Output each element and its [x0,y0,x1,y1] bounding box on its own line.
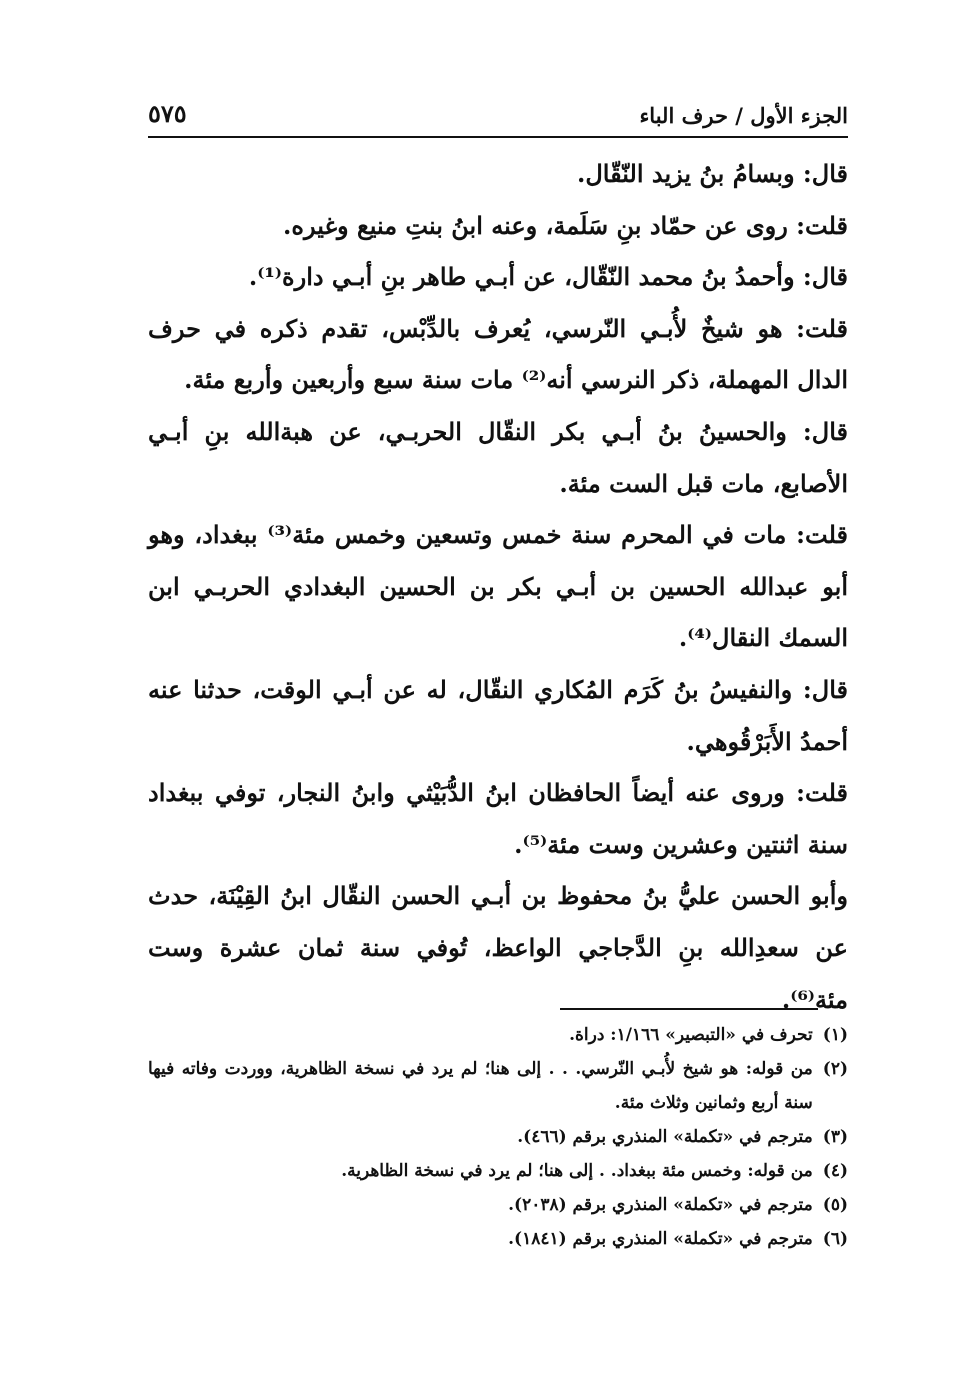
footnote-rule [560,1008,818,1010]
paragraph: قال: وأحمدُ بنُ محمد النّقّال، عن أبـي طاهر بنِ أبـي دارة⁽¹⁾. [248,262,848,292]
header-rule [148,136,848,138]
paragraph: قال: والنفيسُ بنُ كَرَم المُكاري النقّال، له عن أبـي الوقت، حدثنا عنه أحمدُ الأَبَرْقُوهي. [148,674,848,756]
footnote-text: مترجم في «تكملة» المنذري برقم (٤٦٦). [517,1127,813,1147]
footnote [148,1154,848,1188]
footnote-text: مترجم في «تكملة» المنذري برقم (٢٠٣٨). [508,1195,813,1215]
footnote [148,1188,848,1222]
footnote [148,1222,848,1256]
footnote-text: من قوله: هو شيخ لأُبـي النّرسي. . . إلى هنا؛ لم يرد في نسخة الظاهرية، ووردت وفاته فيها سنة أربع وثمانين وثلاث مئة. [148,1059,813,1113]
footnote-number: (٣) [822,1127,848,1147]
page-number: ٥٧٥ [148,99,187,128]
paragraph: قلت: روى عن حمّاد بنِ سَلَمة، وعنه ابنُ بنتِ منيع وغيره. [283,210,848,240]
footnote-text: تحرف في «التبصير» ١/١٦٦: دراة. [569,1025,813,1045]
footnote-number: (٦) [822,1229,848,1249]
running-head: الجزء الأول / حرف الباء [639,103,848,128]
paragraph: قلت: وروى عنه أيضاً الحافظان ابنُ الدُّبَيْثي وابنُ النجار، توفي ببغداد سنة اثنتين وعشرين وست مئة⁽⁵⁾. [148,778,848,859]
footnotes [148,1018,848,1256]
footnote-text: من قوله: وخمس مئة ببغداد. . إلى هنا؛ لم يرد في نسخة الظاهرية. [341,1161,813,1181]
footnote-text: مترجم في «تكملة» المنذري برقم (١٨٤١). [508,1229,813,1249]
footnote [148,1120,848,1154]
footnote-number: (١) [822,1025,848,1045]
paragraph: قال: والحسينُ بنُ أبـي بكر النقّال الحربـي، عن هبةالله بنِ أبـي الأصابع، مات قبل الست مئة. [148,416,848,498]
main-text [148,148,848,1025]
footnote-number: (٤) [822,1161,848,1181]
footnote [148,1018,848,1052]
paragraph: قلت: مات في المحرم سنة خمس وتسعين وخمس مئة⁽³⁾ ببغداد، وهو أبو عبدالله الحسين بن أبـي بكر بن الحسين البغدادي الحربـي ابن السمك النقال⁽⁴⁾. [148,520,849,653]
paragraph: قال: وبسامُ بنُ يزيد النّقّال. [577,159,848,188]
page-header [148,88,848,128]
footnote-number: (٢) [822,1059,848,1079]
paragraph: وأبو الحسن عليُّ بنُ محفوظ بن أبـي الحسن النقّال ابنُ القِيْنَة، حدث عن سعدِالله بنِ الدَّجاجي الواعظ، تُوفي سنة ثمان عشرة وست مئة⁽⁶⁾. [148,881,848,1014]
paragraph: قلت: هو شيخٌ لأُبـي النّرسي، يُعرف بالدِّبْس، تقدم ذكره في حرف الدال المهملة، ذكر النرسي أنه⁽²⁾ مات سنة سبع وأربعين وأربع مئة. [148,313,848,395]
footnote-number: (٥) [822,1195,848,1215]
footnote [148,1052,848,1120]
